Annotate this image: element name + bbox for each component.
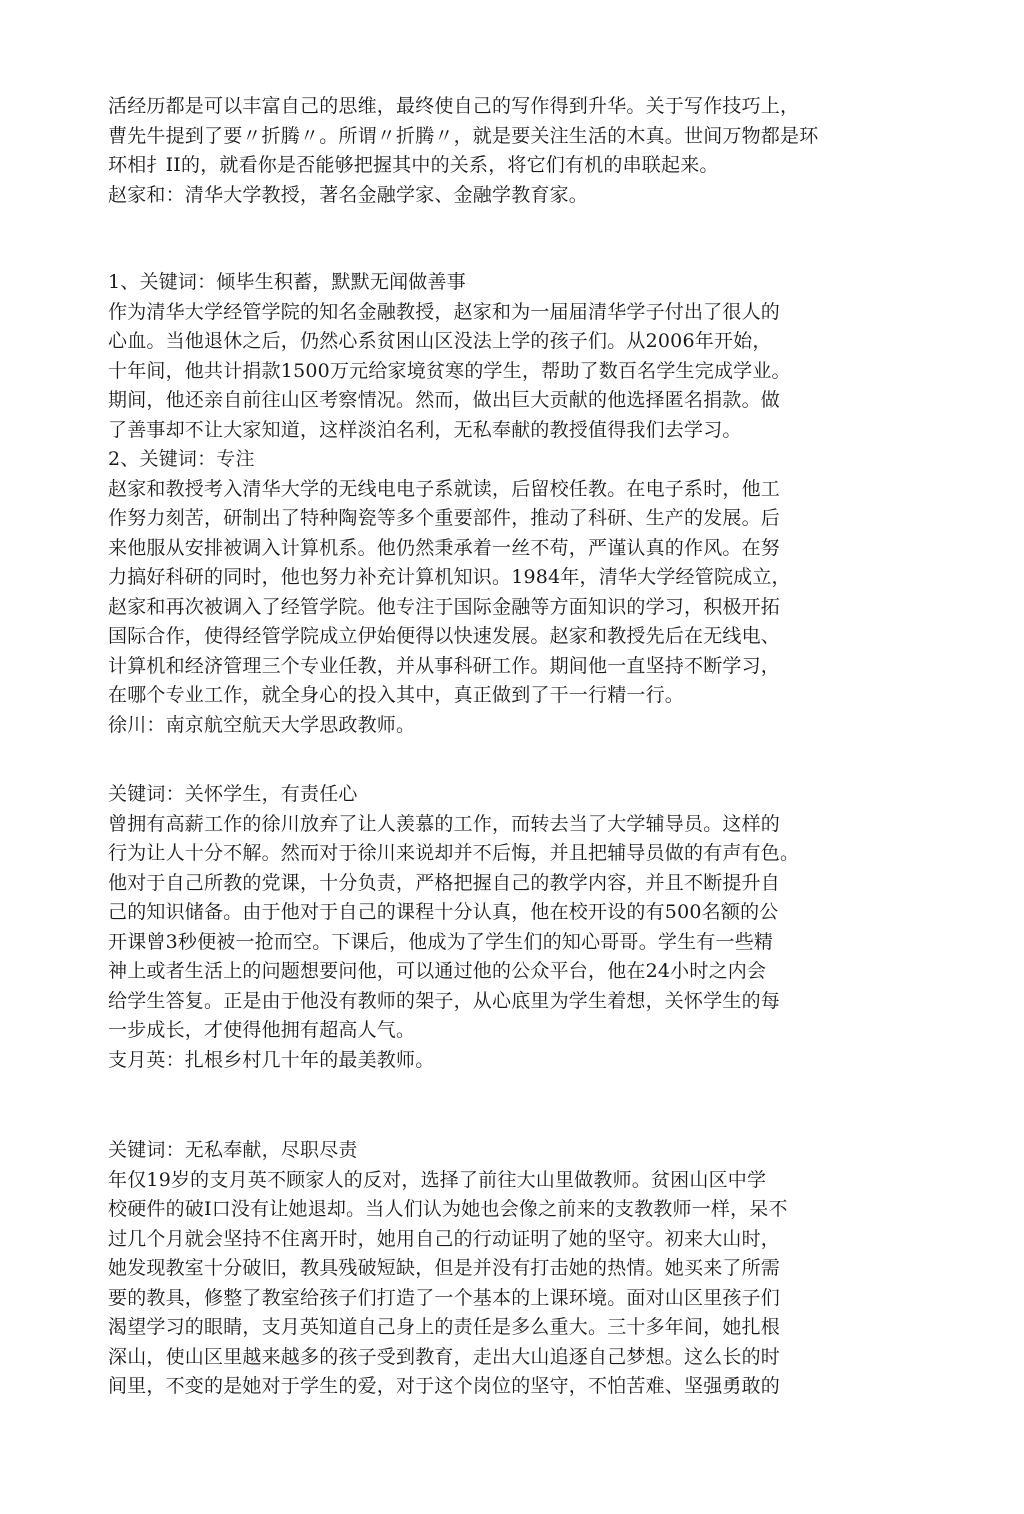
text-line: 一步成长，才使得他拥有超高人气。 [108, 1019, 416, 1041]
text-line: 己的知识储备。由于他对于自己的课程十分认真，他在校开设的有500名额的公 [108, 901, 779, 923]
text-line: 在哪个专业工作，就全身心的投入其中，真正做到了干一行精一行。 [108, 684, 685, 706]
text-line: 环相扌II的，就看你是否能够把握其中的关系，将它们有机的串联起来。 [108, 154, 719, 176]
text-line: 了善事却不让大家知道，这样淡泊名利，无私奉献的教授值得我们去学习。 [108, 418, 742, 441]
keyword-heading: 关键词：关怀学生，有责任心 [108, 783, 358, 805]
keyword-heading: 1、关键词：倾毕生积蓄，默默无闻做善事 [108, 271, 466, 293]
text-line: 曾拥有高薪工作的徐川放弃了让人羡慕的工作，而转去当了大学辅导员。这样的 [108, 812, 781, 835]
text-line: 他对于自己所教的党课，十分负责，严格把握自己的教学内容，并且不断提升自 [108, 871, 781, 894]
text-line: 行为让人十分不解。然而对于徐川来说却并不后悔，并且把辅导员做的有声有色。 [108, 842, 800, 864]
text-line: 神上或者生活上的问题想要问他，可以通过他的公众平台，他在24小时之内会 [108, 960, 767, 982]
text-line: 心血。当他退休之后，仍然心系贫困山区没法上学的孩子们。从2006年开始， [108, 330, 772, 352]
intro-paragraph [108, 92, 908, 210]
text-line: 校硬件的破I口没有让她退却。当人们认为她也会像之前来的支教教师一样，呆不 [108, 1198, 788, 1220]
text-line: 期间，他还亲自前往山区考察情况。然而，做出巨大贡献的他选择匿名捐款。做 [108, 389, 781, 411]
section-zhao-jiahe [108, 268, 908, 740]
text-line: 间里，不变的是她对于学生的爱，对于这个岗位的坚守，不怕苦难、坚强勇敢的 [108, 1375, 781, 1397]
text-line: 渴望学习的眼睛，支月英知道自己身上的责任是多么重大。三十多年间，她扎根 [108, 1316, 781, 1338]
text-line: 过几个月就会坚持不住离开时，她用自己的行动证明了她的坚守。初来大山时， [108, 1227, 781, 1250]
text-line: 计算机和经济管理三个专业任教，并从事科研工作。期间他一直坚持不断学习， [108, 654, 781, 677]
text-line: 年仅19岁的支月英不顾家人的反对，选择了前往大山里做教师。贫困山区中学 [108, 1168, 767, 1191]
text-line: 她发现教室十分破旧，教具残破短缺，但是并没有打击她的热情。她买来了所需 [108, 1257, 781, 1279]
text-line: 曹先牛提到了要〃折腾〃。所谓〃折腾〃，就是要关注生活的木真。世间万物都是环 [108, 124, 819, 147]
keyword-heading: 关键词：无私奉献，尽职尽责 [108, 1139, 358, 1161]
text-line: 给学生答复。正是由于他没有教师的架子，从心底里为学生着想，关怀学生的每 [108, 989, 781, 1012]
text-line: 开课曾3秒便被一抢而空。下课后，他成为了学生们的知心哥哥。学生有一些精 [108, 930, 774, 953]
text-line: 国际合作，使得经管学院成立伊始便得以快速发展。赵家和教授先后在无线电、 [108, 625, 781, 647]
person-heading: 徐川：南京航空航天大学思政教师。 [108, 713, 416, 736]
text-line: 作为清华大学经管学院的知名金融教授，赵家和为一届届清华学子付出了很人的 [108, 300, 781, 323]
text-line: 作努力刻苦，研制出了特种陶瓷等多个重要部件，推动了科研、生产的发展。后 [108, 507, 781, 529]
text-line: 深山，使山区里越来越多的孩子受到教育，走出大山追逐自己梦想。这么长的时 [108, 1345, 781, 1368]
person-heading: 赵家和：清华大学教授，著名金融学家、金融学教育家。 [108, 183, 589, 206]
section-xu-chuan [108, 780, 908, 1075]
text-line: 活经历都是可以丰富自己的思维，最终使自己的写作得到升华。关于写作技巧上， [108, 95, 800, 117]
keyword-heading: 2、关键词：专注 [108, 448, 255, 470]
text-line: 十年间，他共计捐款1500万元给家境贫寒的学生，帮助了数百名学生完成学业。 [108, 359, 791, 382]
section-zhi-yueying [108, 1136, 908, 1402]
text-line: 要的教具，修整了教室给孩子们打造了一个基本的上课环境。面对山区里孩子们 [108, 1286, 781, 1309]
text-line: 赵家和教授考入清华大学的无线电电子系就读，后留校任教。在电子系时，他工 [108, 477, 781, 500]
text-line: 力搞好科研的同时，他也努力补充计算机知识。1984年，清华大学经管院成立， [108, 566, 791, 588]
text-line: 赵家和再次被调入了经管学院。他专注于国际金融等方面知识的学习，积极开拓 [108, 595, 781, 618]
person-heading: 支月英：扎根乡村几十年的最美教师。 [108, 1048, 435, 1071]
text-line: 来他服从安排被调入计算机系。他仍然秉承着一丝不苟，严谨认真的作风。在努 [108, 536, 781, 559]
